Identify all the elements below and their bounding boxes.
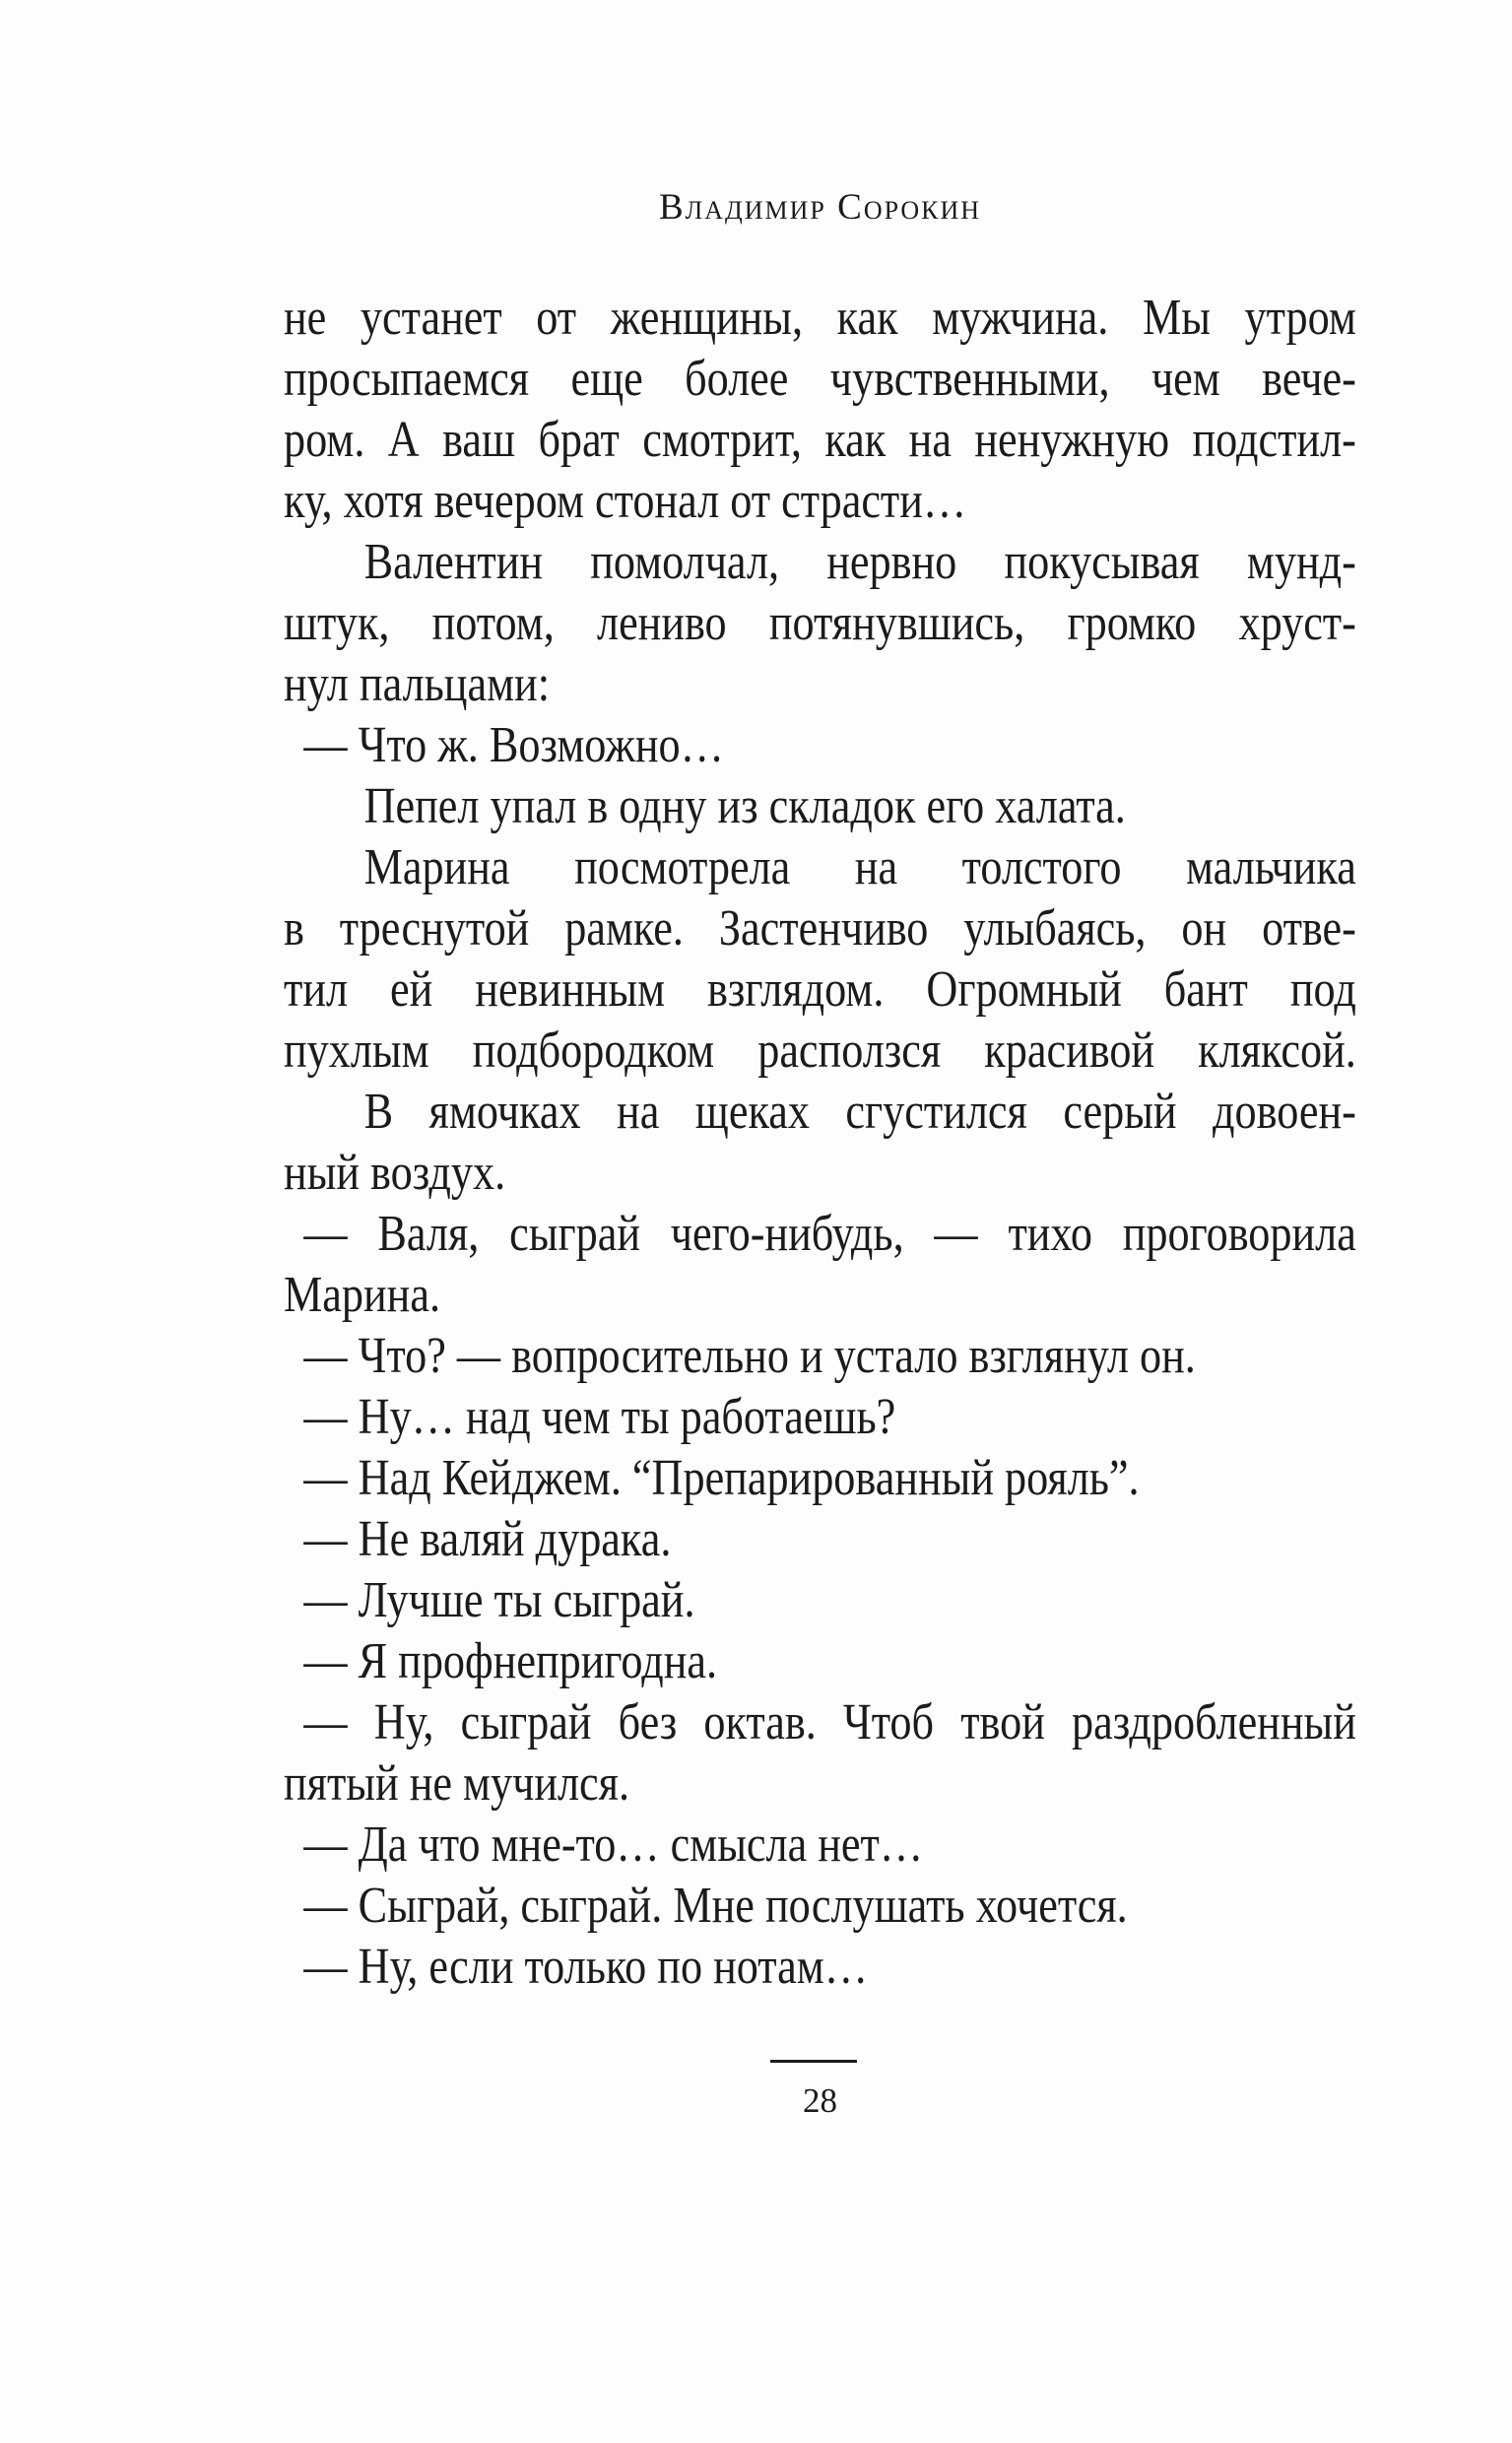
text-line: ку, хотя вечером стонал от страсти… bbox=[284, 473, 967, 529]
text-block bbox=[284, 288, 1356, 1998]
text-line: — Валя, сыграй чего-нибудь, — тихо проговорила bbox=[303, 1206, 1356, 1262]
footer-rule bbox=[770, 2060, 857, 2063]
text-line: Марина. bbox=[284, 1267, 441, 1323]
text-line: — Над Кейджем. “Препарированный рояль”. bbox=[303, 1450, 1140, 1506]
text-line: Валентин помолчал, нервно покусывая мунд- bbox=[363, 534, 1356, 590]
text-line: пятый не мучился. bbox=[284, 1755, 630, 1812]
text-line: нул пальцами: bbox=[284, 656, 550, 712]
text-line: Пепел упал в одну из складок его халата. bbox=[363, 778, 1126, 834]
text-line: тил ей невинным взглядом. Огромный бант под bbox=[284, 961, 1356, 1018]
text-line: в треснутой рамке. Застенчиво улыбаясь, он отве- bbox=[284, 900, 1356, 957]
text-line: не устанет от женщины, как мужчина. Мы утром bbox=[284, 290, 1356, 346]
page-number: 28 bbox=[803, 2081, 837, 2120]
text-line: — Ну… над чем ты работаешь? bbox=[303, 1389, 896, 1445]
text-line: штук, потом, лениво потянувшись, громко хруст- bbox=[284, 595, 1356, 651]
text-line: просыпаемся еще более чувственными, чем вече- bbox=[284, 351, 1356, 407]
text-line: — Ну, сыграй без октав. Чтоб твой раздробленный bbox=[303, 1694, 1356, 1750]
text-line: — Сыграй, сыграй. Мне послушать хочется. bbox=[303, 1878, 1128, 1934]
text-line: ром. А ваш брат смотрит, как на ненужную подстил- bbox=[284, 412, 1356, 468]
text-line: пухлым подбородком расползся красивой кляксой. bbox=[284, 1023, 1356, 1079]
text-line: ный воздух. bbox=[284, 1145, 506, 1201]
running-header: Владимир Сорокин bbox=[658, 187, 982, 228]
text-line: — Да что мне-то… смысла нет… bbox=[303, 1816, 924, 1873]
text-line: — Я профнепригодна. bbox=[303, 1633, 718, 1689]
text-line: — Ну, если только по нотам… bbox=[303, 1939, 868, 1995]
text-line: — Лучше ты сыграй. bbox=[303, 1572, 695, 1628]
text-line: В ямочках на щеках сгустился серый довоен- bbox=[363, 1084, 1356, 1140]
text-line: — Не валяй дурака. bbox=[303, 1511, 672, 1567]
text-line: — Что? — вопросительно и устало взглянул он. bbox=[303, 1328, 1196, 1384]
text-line: Марина посмотрела на толстого мальчика bbox=[363, 839, 1356, 895]
text-line: — Что ж. Возможно… bbox=[303, 717, 724, 773]
